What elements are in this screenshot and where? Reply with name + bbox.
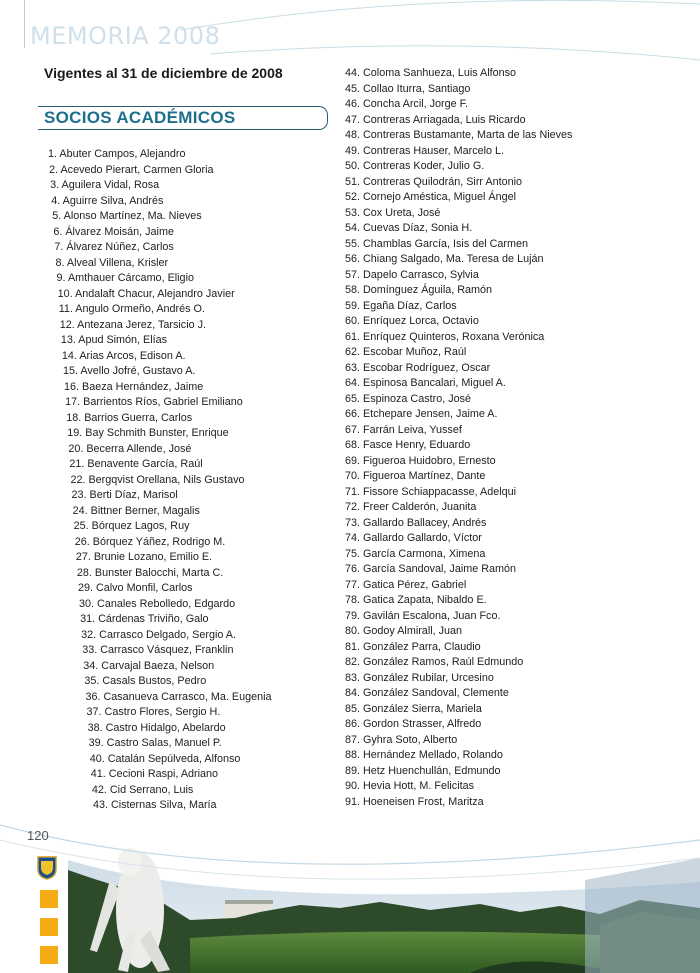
member-item: 58. Domínguez Águila, Ramón <box>345 284 493 296</box>
member-item: 3. Aguilera Vidal, Rosa <box>50 179 160 191</box>
member-item: 29. Calvo Monfil, Carlos <box>77 582 193 594</box>
member-item: 57. Dapelo Carrasco, Sylvia <box>345 268 479 281</box>
member-item: 22. Bergqvist Orellana, Nils Gustavo <box>70 473 245 486</box>
member-item: 61. Enríquez Quinteros, Roxana Verónica <box>345 330 545 343</box>
member-item: 27. Brunie Lozano, Emilio E. <box>75 551 213 563</box>
member-item: 47. Contreras Arriagada, Luis Ricardo <box>345 113 526 126</box>
member-item: 35. Casals Bustos, Pedro <box>84 675 207 687</box>
member-item: 31. Cárdenas Triviño, Galo <box>80 613 209 625</box>
member-item: 91. Hoeneisen Frost, Maritza <box>345 795 484 808</box>
member-item: 1. Abuter Campos, Alejandro <box>48 148 186 160</box>
member-item: 2. Acevedo Pierart, Carmen Gloria <box>49 163 214 176</box>
member-item: 34. Carvajal Baeza, Nelson <box>83 659 215 672</box>
member-item: 71. Fissore Schiappacasse, Adelqui <box>345 485 517 498</box>
member-item: 73. Gallardo Ballacey, Andrés <box>345 516 487 529</box>
member-item: 9. Amthauer Cárcamo, Eligio <box>56 272 194 284</box>
section-title: SOCIOS ACADÉMICOS <box>44 108 236 127</box>
footer-photo <box>0 800 700 973</box>
decorative-square <box>40 918 58 936</box>
member-item: 24. Bittner Berner, Magalis <box>72 504 200 517</box>
member-item: 55. Chamblas García, Isis del Carmen <box>345 237 529 250</box>
member-item: 59. Egaña Díaz, Carlos <box>345 299 457 312</box>
member-item: 41. Cecioni Raspi, Adriano <box>90 768 219 780</box>
member-item: 30. Canales Rebolledo, Edgardo <box>79 597 236 610</box>
member-item: 60. Enríquez Lorca, Octavio <box>345 315 479 327</box>
member-item: 78. Gatica Zapata, Nibaldo E. <box>345 594 487 606</box>
university-shield-icon <box>37 856 57 880</box>
member-item: 46. Concha Arcil, Jorge F. <box>345 98 469 110</box>
member-item: 10. Andalaft Chacur, Alejandro Javier <box>57 287 235 300</box>
member-item: 6. Álvarez Moisán, Jaime <box>53 225 174 238</box>
member-item: 45. Collao Iturra, Santiago <box>345 82 471 95</box>
member-item: 33. Carrasco Vásquez, Franklin <box>82 644 234 656</box>
member-item: 53. Cox Ureta, José <box>345 206 441 219</box>
member-item: 62. Escobar Muñoz, Raúl <box>345 346 467 358</box>
member-item: 66. Etchepare Jensen, Jaime A. <box>345 408 498 420</box>
member-item: 39. Castro Salas, Manuel P. <box>88 737 222 749</box>
member-item: 90. Hevia Hott, M. Felicitas <box>345 780 475 792</box>
member-item: 8. Alveal Villena, Krisler <box>55 256 169 269</box>
member-item: 64. Espinosa Bancalari, Miguel A. <box>345 377 506 389</box>
member-item: 44. Coloma Sanhueza, Luis Alfonso <box>345 67 517 79</box>
member-item: 75. García Carmona, Ximena <box>345 547 486 560</box>
member-item: 65. Espinoza Castro, José <box>345 392 472 405</box>
members-list-left <box>0 147 272 814</box>
member-item: 43. Cisternas Silva, María <box>92 799 217 811</box>
member-item: 21. Benavente García, Raúl <box>69 458 203 470</box>
member-item: 18. Barrios Guerra, Carlos <box>66 411 193 424</box>
member-item: 23. Berti Díaz, Marisol <box>71 489 178 501</box>
member-item: 52. Cornejo Améstica, Miguel Ángel <box>345 191 517 203</box>
member-item: 80. Godoy Almirall, Juan <box>345 625 463 637</box>
page-number: 120 <box>27 828 49 843</box>
member-item: 11. Angulo Ormeño, Andrés O. <box>58 303 205 315</box>
member-item: 4. Aguirre Silva, Andrés <box>51 194 164 207</box>
member-item: 49. Contreras Hauser, Marcelo L. <box>345 144 505 157</box>
header-rule <box>24 0 25 48</box>
subtitle: Vigentes al 31 de diciembre de 2008 <box>44 65 283 81</box>
member-item: 15. Avello Jofré, Gustavo A. <box>62 365 196 377</box>
member-item: 5. Alonso Martínez, Ma. Nieves <box>52 210 202 222</box>
member-item: 84. González Sandoval, Clemente <box>345 687 509 699</box>
member-item: 67. Farrán Leiva, Yussef <box>345 423 462 436</box>
member-item: 83. González Rubilar, Urcesino <box>345 671 494 684</box>
member-item: 51. Contreras Quilodrán, Sirr Antonio <box>345 175 523 188</box>
member-item: 37. Castro Flores, Sergio H. <box>86 706 221 718</box>
member-item: 14. Arias Arcos, Edison A. <box>61 349 186 362</box>
member-item: 70. Figueroa Martínez, Dante <box>345 470 486 482</box>
member-item: 20. Becerra Allende, José <box>68 442 192 455</box>
member-item: 26. Bórquez Yáñez, Rodrigo M. <box>74 535 226 548</box>
member-item: 86. Gordon Strasser, Alfredo <box>345 718 482 730</box>
member-item: 88. Hernández Mellado, Rolando <box>345 749 503 761</box>
member-item: 38. Castro Hidalgo, Abelardo <box>87 721 226 734</box>
member-item: 16. Baeza Hernández, Jaime <box>64 380 204 393</box>
decorative-square <box>40 890 58 908</box>
member-item: 42. Cid Serrano, Luis <box>91 783 194 796</box>
member-item: 82. González Ramos, Raúl Edmundo <box>345 656 524 668</box>
member-item: 77. Gatica Pérez, Gabriel <box>345 578 467 591</box>
member-item: 17. Barrientos Ríos, Gabriel Emiliano <box>65 396 243 408</box>
member-item: 85. González Sierra, Mariela <box>345 702 482 715</box>
member-item: 40. Catalán Sepúlveda, Alfonso <box>89 752 241 765</box>
members-list-right <box>345 66 572 810</box>
member-item: 19. Bay Schmith Bunster, Enrique <box>67 427 229 439</box>
member-item: 68. Fasce Henry, Eduardo <box>345 439 471 451</box>
member-item: 87. Gyhra Soto, Alberto <box>345 733 458 746</box>
member-item: 12. Antezana Jerez, Tarsicio J. <box>59 318 207 331</box>
header-title: MEMORIA 2008 <box>30 22 221 50</box>
member-item: 69. Figueroa Huidobro, Ernesto <box>345 454 496 467</box>
member-item: 50. Contreras Koder, Julio G. <box>345 160 485 172</box>
member-item: 89. Hetz Huenchullán, Edmundo <box>345 764 501 777</box>
member-item: 32. Carrasco Delgado, Sergio A. <box>81 628 236 641</box>
member-item: 36. Casanueva Carrasco, Ma. Eugenia <box>85 690 272 703</box>
member-item: 79. Gavilán Escalona, Juan Fco. <box>345 609 501 622</box>
member-item: 28. Bunster Balocchi, Marta C. <box>76 566 224 579</box>
member-item: 76. García Sandoval, Jaime Ramón <box>345 563 517 575</box>
member-item: 54. Cuevas Díaz, Sonia H. <box>345 222 473 234</box>
decorative-square <box>40 946 58 964</box>
member-item: 56. Chiang Salgado, Ma. Teresa de Luján <box>345 253 544 265</box>
member-item: 48. Contreras Bustamante, Marta de las Nieves <box>345 129 573 141</box>
member-item: 81. González Parra, Claudio <box>345 640 481 653</box>
member-item: 25. Bórquez Lagos, Ruy <box>73 520 190 532</box>
member-item: 72. Freer Calderón, Juanita <box>345 501 477 513</box>
member-item: 63. Escobar Rodríguez, Oscar <box>345 361 491 374</box>
member-item: 74. Gallardo Gallardo, Víctor <box>345 532 482 544</box>
member-item: 7. Álvarez Núñez, Carlos <box>54 241 174 253</box>
member-item: 13. Apud Simón, Elías <box>60 334 168 346</box>
